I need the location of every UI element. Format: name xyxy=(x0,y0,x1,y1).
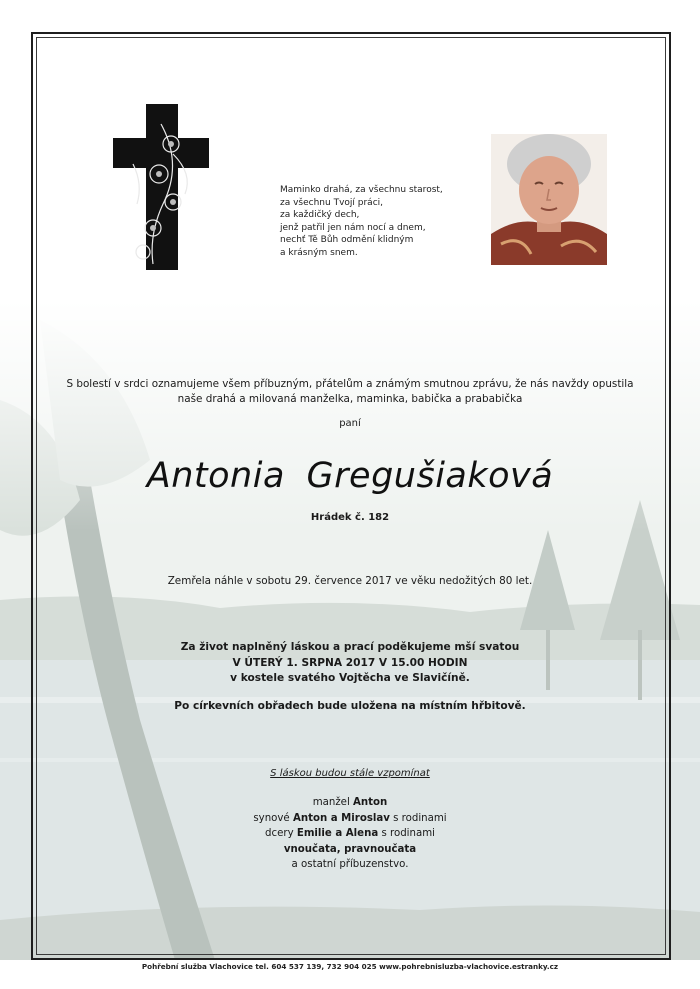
mass-line: V ÚTERÝ 1. SRPNA 2017 V 15.00 HODIN xyxy=(232,656,468,669)
announcement-line: naše drahá a milovaná manželka, maminka, babička a prababička xyxy=(177,393,523,405)
mass-info xyxy=(60,640,640,687)
family-name: Anton a Miroslav xyxy=(292,812,390,824)
family-prefix: dcery xyxy=(265,828,294,839)
family-row xyxy=(60,842,640,858)
mass-line: v kostele svatého Vojtěcha ve Slavičíně. xyxy=(230,672,470,684)
poem-line: a krásným snem. xyxy=(280,247,358,258)
family-row xyxy=(60,811,640,827)
family-suffix: s rodinami xyxy=(393,812,447,824)
death-notice: Zemřela náhle v sobotu 29. července 2017 ve věku nedožitých 80 let. xyxy=(167,575,533,587)
family-row xyxy=(60,826,640,842)
cross-icon xyxy=(113,104,209,270)
portrait-photo xyxy=(491,134,607,265)
poem-line: Maminko drahá, za všechnu starost, xyxy=(280,185,443,195)
burial-info: Po církevních obřadech bude uložena na místním hřbitově. xyxy=(174,700,526,712)
poem-line: za všechnu Tvojí práci, xyxy=(280,197,384,208)
memory-heading: S láskou budou stále vzpomínat xyxy=(270,768,430,779)
family-row xyxy=(60,795,640,811)
mass-line: Za život naplněný láskou a prací poděkujeme mší svatou xyxy=(180,641,520,653)
announcement xyxy=(60,377,640,407)
poem-line: jenž patřil jen nám nocí a dnem, xyxy=(280,222,426,233)
family-prefix: synové xyxy=(253,812,290,824)
footer-contact: Pohřební služba Vlachovice tel. 604 537 139, 732 904 025 www.pohrebnisluzba-vlachovice.estranky.cz xyxy=(141,962,559,971)
family-name: Anton xyxy=(353,797,388,808)
family-suffix: s rodinami xyxy=(381,828,435,839)
pani-label: paní xyxy=(339,418,361,429)
announcement-line: S bolestí v srdci oznamujeme všem příbuzným, přátelům a známým smutnou zprávu, že nás navždy opustila xyxy=(66,378,634,390)
family-prefix: manžel xyxy=(312,797,350,808)
family-list xyxy=(60,795,640,873)
poem-line: za každičký dech, xyxy=(280,210,360,221)
deceased-name: Antonia Gregušiaková xyxy=(146,456,554,496)
family-name: vnoučata, pravnoučata xyxy=(283,843,417,855)
poem xyxy=(280,184,480,260)
poem-line: nechť Tě Bůh odmění klidným xyxy=(280,235,414,246)
family-name: Emilie a Alena xyxy=(296,828,379,839)
family-row: a ostatní příbuzenstvo. xyxy=(291,859,409,870)
deceased-address: Hrádek č. 182 xyxy=(310,512,390,523)
